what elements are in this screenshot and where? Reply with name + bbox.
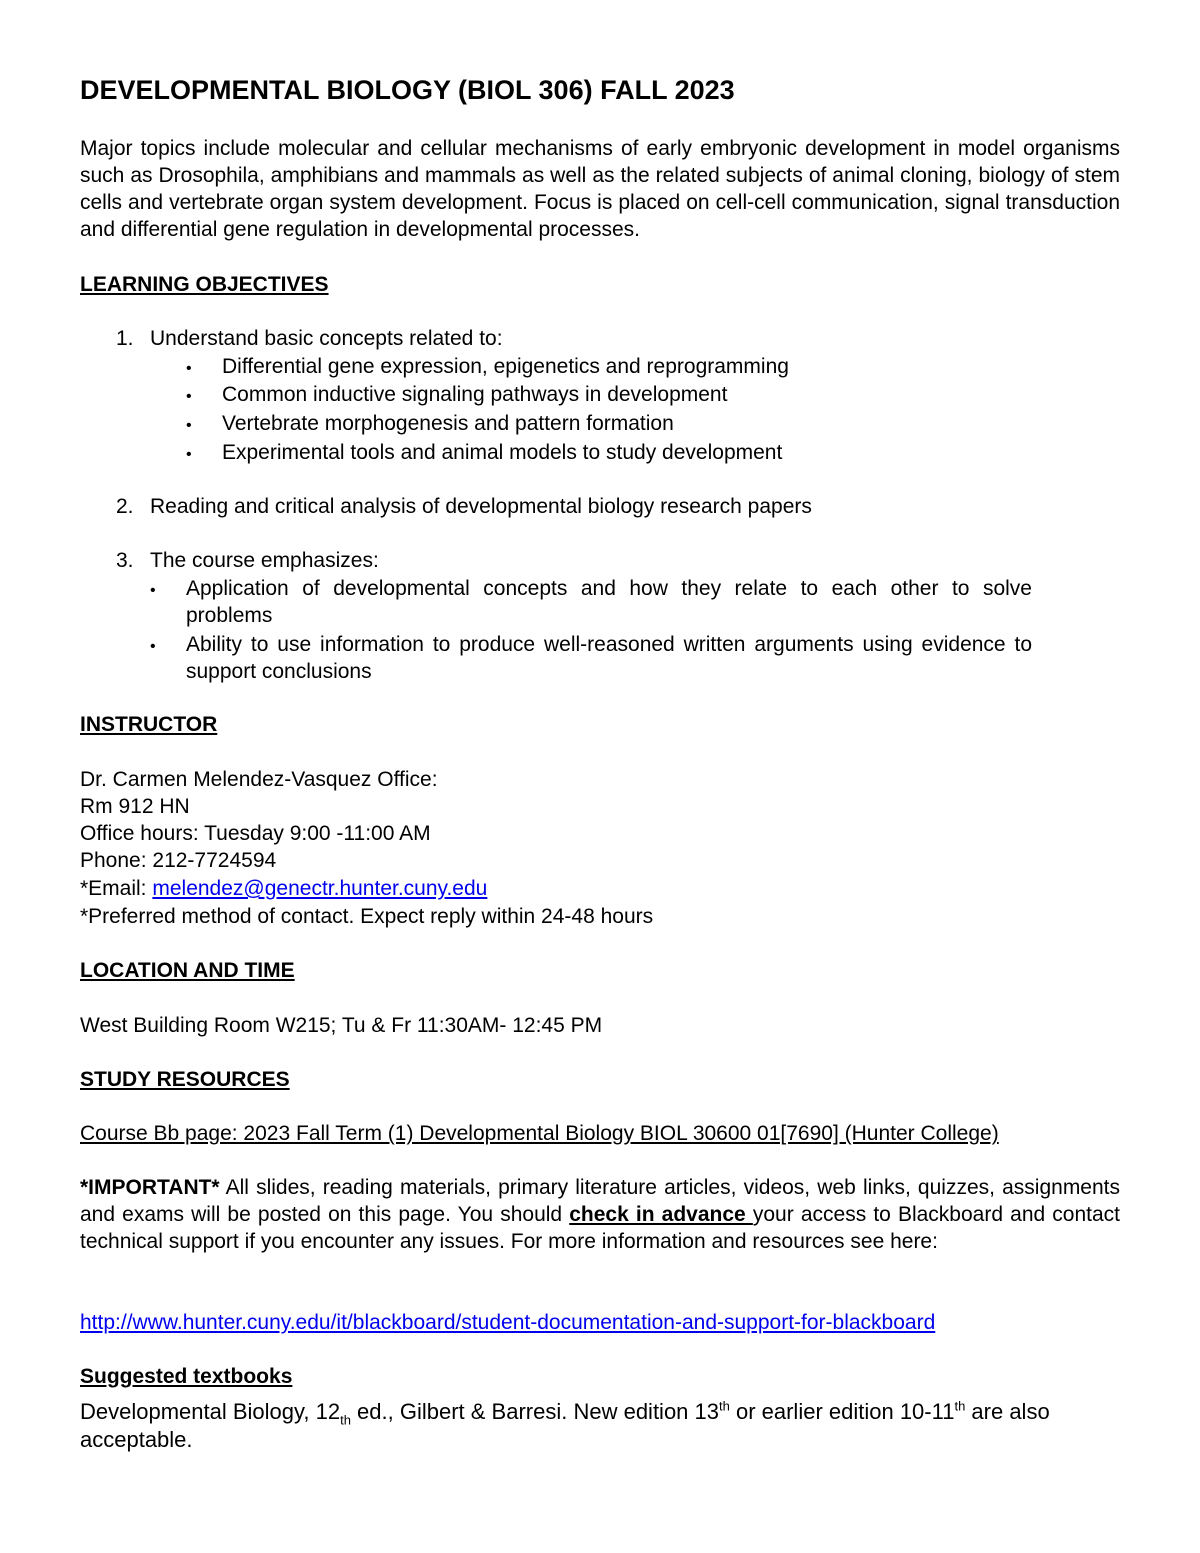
important-notice bbox=[80, 1174, 1120, 1255]
preferred-contact-note: *Preferred method of contact. Expect reply within 24-48 hours bbox=[80, 905, 654, 928]
bullet-icon: • bbox=[150, 638, 156, 655]
course-description: Major topics include molecular and cellular mechanisms of early embryonic development in model organisms such as Drosophila, amphibians and mammals as well as the related subjects of animal cloning, biology of stem cells and vertebrate organ system development. Focus is placed on cell-cell communication, signal transduction and differential gene regulation in developmental processes. bbox=[80, 137, 1120, 241]
study-resources-heading: STUDY RESOURCES bbox=[80, 1068, 290, 1091]
instructor-heading: INSTRUCTOR bbox=[80, 713, 218, 736]
textbook-sup-2: th bbox=[954, 1398, 966, 1414]
bullet-icon: • bbox=[186, 388, 192, 405]
blackboard-course-page: Course Bb page: 2023 Fall Term (1) Developmental Biology BIOL 30600 01[7690] (Hunter College) bbox=[80, 1122, 999, 1145]
objective-3-bullet-1: Application of developmental concepts and how they relate to each other to solve problems bbox=[186, 577, 1032, 627]
bullet-icon: • bbox=[186, 360, 192, 377]
textbook-text-4: are also acceptable. bbox=[80, 1399, 1050, 1452]
blackboard-support-link[interactable]: http://www.hunter.cuny.edu/it/blackboard/student-documentation-and-support-for-blackboard bbox=[80, 1311, 936, 1334]
email-label: *Email: bbox=[80, 877, 153, 900]
objective-1-bullet-2: Common inductive signaling pathways in development bbox=[222, 383, 728, 406]
important-text-1: All slides, reading materials, primary literature articles, videos, web links, quizzes, assignments and exams will be posted on this page. You should bbox=[80, 1176, 1120, 1226]
important-label: *IMPORTANT* bbox=[80, 1176, 220, 1199]
objective-3-number: 3. bbox=[116, 549, 134, 572]
instructor-phone: Phone: 212-7724594 bbox=[80, 849, 277, 872]
textbook-entry bbox=[80, 1398, 1130, 1454]
instructor-email-line bbox=[80, 875, 487, 902]
objective-1-bullet-3: Vertebrate morphogenesis and pattern formation bbox=[222, 412, 674, 435]
important-emphasis: check in advance bbox=[569, 1203, 753, 1226]
objective-3-text: The course emphasizes: bbox=[150, 549, 379, 572]
objective-3-bullet-2: Ability to use information to produce well-reasoned written arguments using evidence to support conclusions bbox=[186, 633, 1032, 683]
location-text: West Building Room W215; Tu & Fr 11:30AM- 12:45 PM bbox=[80, 1014, 603, 1037]
important-text-2: your access to Blackboard and contact technical support if you encounter any issues. For more information and resources see here: bbox=[80, 1203, 1121, 1253]
bullet-icon: • bbox=[186, 417, 192, 434]
textbook-text-2: ed., Gilbert & Barresi. New edition 13 bbox=[350, 1399, 719, 1424]
objective-1-bullet-4: Experimental tools and animal models to study development bbox=[222, 441, 783, 464]
page-title: DEVELOPMENTAL BIOLOGY (BIOL 306) FALL 2023 bbox=[80, 75, 735, 105]
bullet-icon: • bbox=[186, 446, 192, 463]
textbooks-heading: Suggested textbooks bbox=[80, 1365, 293, 1388]
objective-1-number: 1. bbox=[116, 327, 134, 350]
bullet-icon: • bbox=[150, 582, 156, 599]
textbook-sup-1: th bbox=[719, 1398, 730, 1414]
instructor-room: Rm 912 HN bbox=[80, 795, 190, 818]
objective-1-text: Understand basic concepts related to: bbox=[150, 327, 503, 350]
learning-objectives-heading: LEARNING OBJECTIVES bbox=[80, 273, 329, 296]
instructor-office-hours: Office hours: Tuesday 9:00 -11:00 AM bbox=[80, 822, 431, 845]
instructor-name: Dr. Carmen Melendez-Vasquez Office: bbox=[80, 768, 438, 791]
objective-1-bullet-1: Differential gene expression, epigenetics and reprogramming bbox=[222, 355, 789, 378]
objective-2-text: Reading and critical analysis of developmental biology research papers bbox=[150, 495, 812, 518]
email-link[interactable]: melendez@genectr.hunter.cuny.edu bbox=[152, 877, 488, 900]
textbook-sub: th bbox=[340, 1412, 351, 1428]
textbook-text-1: Developmental Biology, 12 bbox=[80, 1399, 341, 1424]
objective-2-number: 2. bbox=[116, 495, 134, 518]
location-heading: LOCATION AND TIME bbox=[80, 959, 295, 982]
textbook-text-3: or earlier edition 10-11 bbox=[729, 1399, 955, 1424]
